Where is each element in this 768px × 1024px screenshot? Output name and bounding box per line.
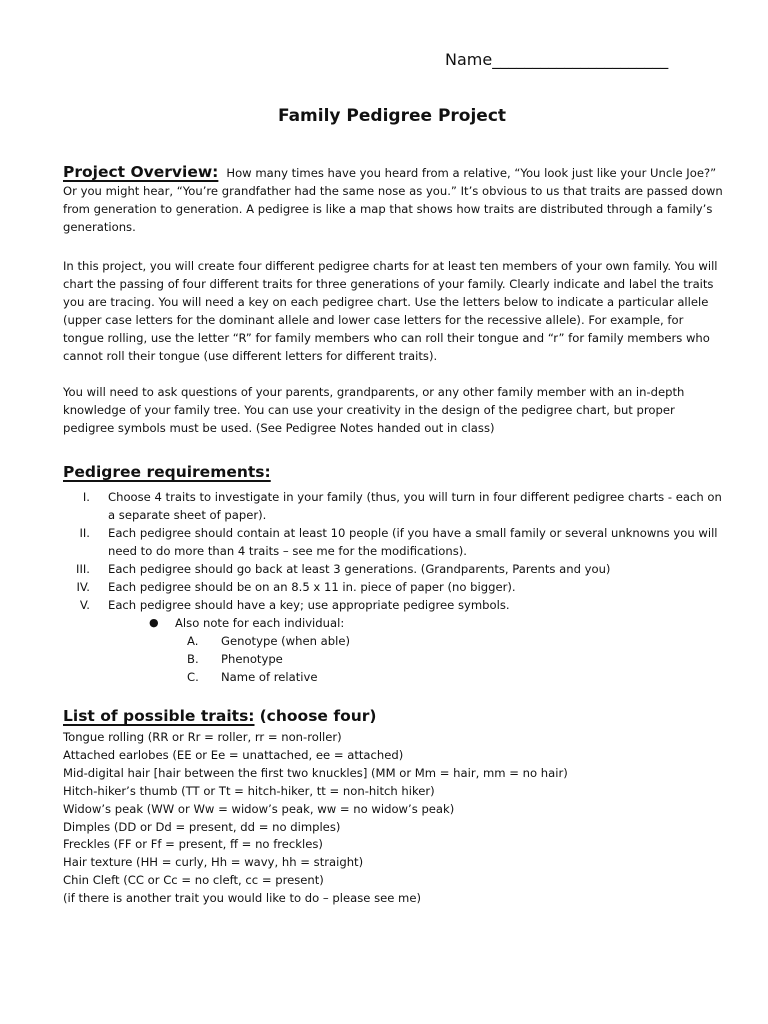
trait-item: Tongue rolling (RR or Rr = roller, rr = non-roller)	[63, 730, 342, 744]
trait-item: (if there is another trait you would like to do – please see me)	[63, 891, 422, 906]
list-item-number: I.	[82, 490, 90, 504]
sub-list-text: Name of relative	[221, 670, 318, 684]
name-field-label: Name______________________	[445, 50, 669, 69]
traits-list	[63, 729, 743, 908]
list-item-number: II.	[79, 526, 90, 540]
sub-list-item	[147, 632, 350, 650]
project-overview-text: How many times have you heard from a relative, “You look just like your Uncle Joe?” Or you might hear, “You’re grandfather had the same nose as you.” It’s obvious to us that traits are passed down from generation to generation. A pedigree is like a map that shows how traits are distributed through a family’s generations.	[63, 166, 723, 234]
bullet-text: Also note for each individual:	[175, 616, 345, 630]
possible-traits-heading-row	[63, 706, 377, 725]
project-description-paragraph: In this project, you will create four different pedigree charts for at least ten members of your own family. You will chart the passing of four different traits for three generations of your family. Clearly indicate and label the traits you are tracing. You will need a key on each pedigree chart. Use the letters below to indicate a particular allele (upper case letters for the dominant allele and lower case letters for the recessive allele). For example, for tongue rolling, use the letter “R” for family members who can roll their tongue and “r” for family members who cannot roll their tongue (use different letters for different traits).	[63, 259, 718, 363]
bullet-icon: ●	[149, 616, 159, 629]
list-item	[40, 524, 730, 560]
list-item-number: III.	[76, 562, 90, 576]
pedigree-requirements-heading: Pedigree requirements:	[63, 463, 271, 481]
trait-item: Hitch-hiker’s thumb (TT or Tt = hitch-hiker, tt = non-hitch hiker)	[63, 783, 435, 798]
list-item-text: Each pedigree should have a key; use appropriate pedigree symbols.	[108, 598, 510, 612]
list-item-text: Each pedigree should contain at least 10 people (if you have a small family or several unknowns you will need to do more than 4 traits – see me for the modifications).	[108, 526, 718, 558]
bullet-item	[147, 614, 350, 632]
list-item-text: Each pedigree should go back at least 3 generations. (Grandparents, Parents and you)	[108, 562, 611, 576]
trait-item: Freckles (FF or Ff = present, ff = no freckles)	[63, 837, 323, 852]
sub-list-text: Genotype (when able)	[221, 634, 351, 648]
trait-item: Attached earlobes (EE or Ee = unattached, ee = attached)	[63, 747, 404, 762]
sub-list-letter: A.	[187, 634, 199, 648]
family-questions-paragraph: You will need to ask questions of your parents, grandparents, or any other family member with an in-depth knowledge of your family tree. You can use your creativity in the design of the pedigree chart, but proper pedigree symbols must be used. (See Pedigree Notes handed out in class)	[63, 385, 685, 435]
trait-item: Widow’s peak (WW or Ww = widow’s peak, ww = no widow’s peak)	[63, 801, 455, 816]
requirements-list	[40, 488, 730, 614]
sub-list-item	[147, 668, 350, 686]
list-item	[40, 578, 730, 596]
list-item	[40, 488, 730, 524]
sub-list-letter: C.	[187, 670, 199, 684]
list-item	[40, 560, 730, 578]
list-item-text: Each pedigree should be on an 8.5 x 11 in. piece of paper (no bigger).	[108, 580, 516, 594]
trait-item: Dimples (DD or Dd = present, dd = no dimples)	[63, 819, 341, 834]
trait-item: Hair texture (HH = curly, Hh = wavy, hh = straight)	[63, 855, 364, 870]
document-title: Family Pedigree Project	[277, 106, 507, 126]
list-item-number: V.	[79, 598, 90, 612]
trait-item: Chin Cleft (CC or Cc = no cleft, cc = present)	[63, 873, 324, 888]
individual-notes-list	[147, 614, 350, 686]
choose-four-note: (choose four)	[259, 707, 377, 725]
project-overview-paragraph	[63, 163, 723, 236]
sub-list-letter: B.	[187, 652, 199, 666]
sub-list-item	[147, 650, 350, 668]
possible-traits-heading: List of possible traits:	[63, 707, 255, 725]
sub-list-text: Phenotype	[221, 652, 283, 666]
project-overview-heading: Project Overview:	[63, 163, 219, 181]
list-item-number: IV.	[76, 580, 90, 594]
list-item	[40, 596, 730, 614]
trait-item: Mid-digital hair [hair between the first two knuckles] (MM or Mm = hair, mm = no hair)	[63, 765, 568, 780]
list-item-text: Choose 4 traits to investigate in your family (thus, you will turn in four different pedigree charts - each on a separate sheet of paper).	[108, 490, 722, 522]
